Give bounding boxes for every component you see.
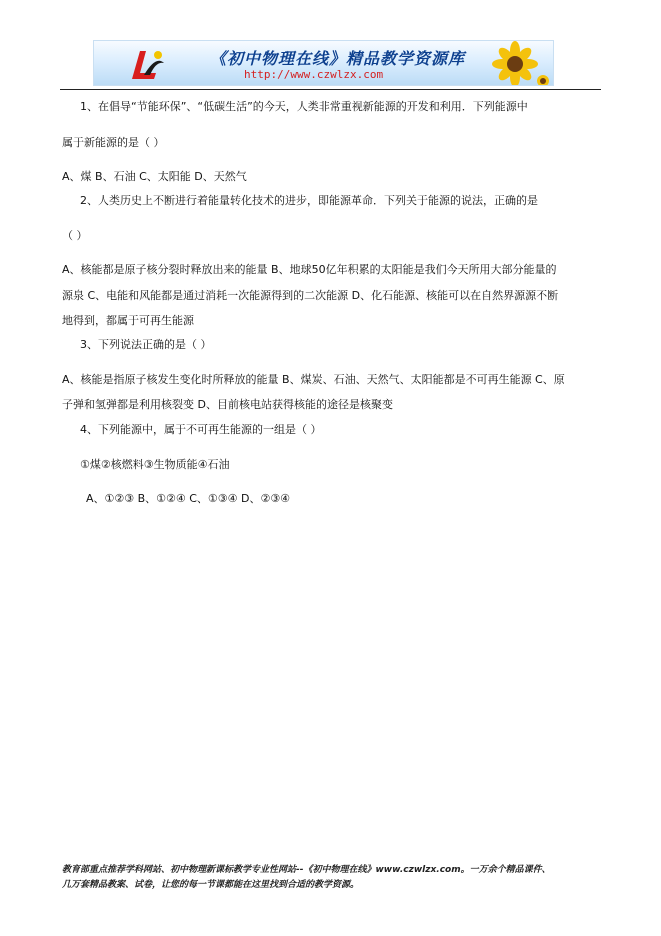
question-3-options-line-2: 子弹和氢弹都是利用核裂变 D、目前核电站获得核能的途径是核聚变	[62, 398, 393, 411]
question-4-items: ①煤②核燃料③生物质能④石油	[80, 458, 230, 471]
footer-line-2: 几万套精品教案、试卷，让您的每一节课都能在这里找到合适的教学资源。	[62, 880, 360, 890]
question-2-options-line-2: 源泉 C、电能和风能都是通过消耗一次能源得到的二次能源 D、化石能源、核能可以在自然界源源不断	[62, 289, 559, 302]
banner-title: 《初中物理在线》精品教学资源库	[210, 49, 466, 68]
header-divider	[60, 89, 601, 90]
footer-line-1: 教育部重点推荐学科网站、初中物理新课标教学专业性网站--《初中物理在线》www.czwlzx.com。一万余个精品课件、	[62, 865, 551, 875]
question-1-stem-cont: 属于新能源的是（ ）	[62, 136, 165, 149]
question-3-stem: 3、下列说法正确的是（ ）	[80, 338, 212, 351]
site-logo-icon	[126, 45, 166, 83]
question-1-stem: 1、在倡导“节能环保”、“低碳生活”的今天，人类非常重视新能源的开发和利用．下列能源中	[80, 100, 528, 113]
question-4-options: A、①②③ B、①②④ C、①③④ D、②③④	[86, 492, 291, 505]
question-4-stem: 4、下列能源中，属于不可再生能源的一组是（ ）	[80, 423, 322, 436]
question-3-options-line-1: A、核能是指原子核发生变化时所释放的能量 B、煤炭、石油、天然气、太阳能都是不可再生能源 C、原	[62, 373, 565, 386]
question-1-options: A、煤 B、石油 C、太阳能 D、天然气	[62, 170, 247, 183]
banner-url: http://www.czwlzx.com	[244, 68, 384, 81]
question-2-stem: 2、人类历史上不断进行着能量转化技术的进步，即能源革命．下列关于能源的说法，正确的是	[80, 194, 538, 207]
question-2-options-line-1: A、核能都是原子核分裂时释放出来的能量 B、地球50亿年积累的太阳能是我们今天所用大部分能量的	[62, 263, 557, 276]
header-banner	[93, 40, 554, 86]
sunflower-icon	[471, 41, 551, 86]
question-2-options-line-3: 地得到，都属于可再生能源	[62, 314, 194, 327]
question-2-stem-cont: （ ）	[62, 229, 88, 242]
